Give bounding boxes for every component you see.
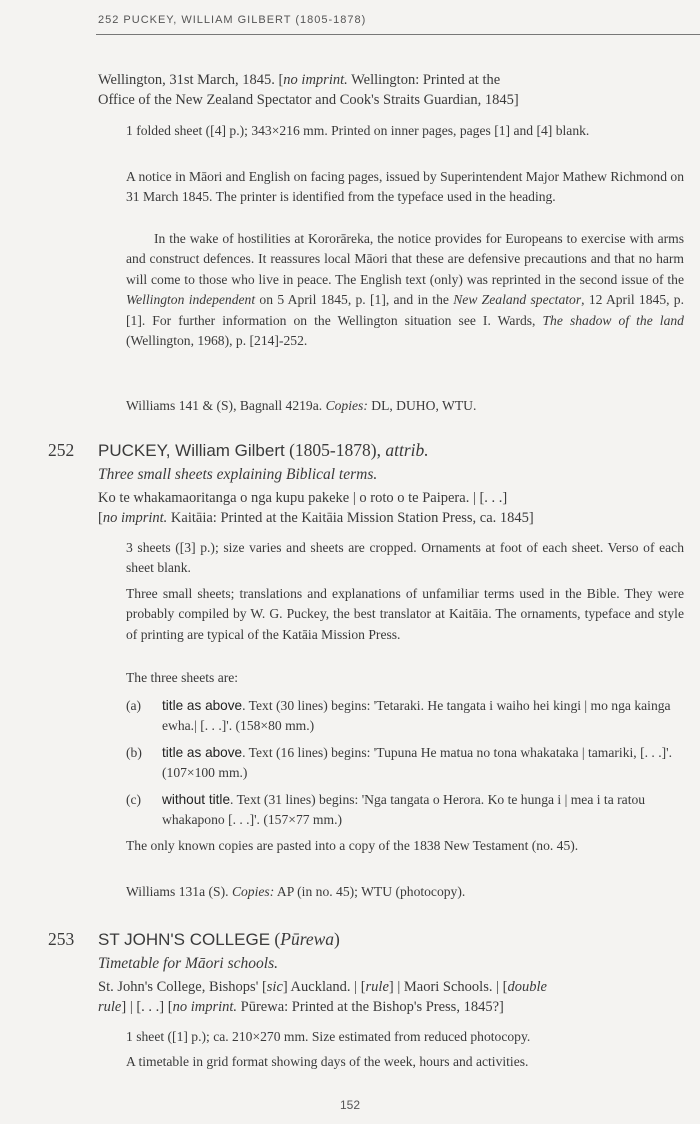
entry-number: 253 [48, 929, 75, 949]
prev-entry-note-1: A notice in Māori and English on facing pages, issued by Superintendent Major Mathew Richmond on 31 March 1845. The printer is identified from the typeface used in the heading. [126, 169, 685, 205]
entry-collation: 1 sheet ([1] p.); ca. 210×270 mm. Size estimated from reduced photocopy. [126, 1029, 531, 1044]
entry-transcribed-title: Ko te whakamaoritanga o nga kupu pakeke | o roto o te Paipera. | [. . .] [no imprint. Kaitāia: Printed at the Kaitāia Mission Station Press, ca. 1845] [98, 490, 534, 526]
prev-entry-collation: 1 folded sheet ([4] p.); 343×216 mm. Printed on inner pages, pages [1] and [4] blank. [126, 123, 590, 138]
prev-entry-title: Wellington, 31st March, 1845. [no imprint. Wellington: Printed at the Office of the New Zealand Spectator and Cook's Straits Guardian, 1845] [98, 72, 519, 108]
entry-supplied-title: Three small sheets explaining Biblical terms. [98, 466, 378, 483]
sheet-description: title as above. Text (16 lines) begins: 'Tupuna He matua no tona whakataka | tamariki, [. . .]'. (107×100 mm.) [162, 745, 672, 781]
sheet-label: (c) [126, 792, 142, 807]
prev-entry-references: Williams 141 & (S), Bagnall 4219a. Copies: DL, DUHO, WTU. [126, 398, 477, 413]
sheet-description: title as above. Text (30 lines) begins: 'Tetaraki. He tangata i waiho hei kingi | mo nga kainga ewha.| [. . .]'. (158×80 mm.) [162, 698, 671, 734]
entry-heading: ST JOHN'S COLLEGE (Pūrewa) [98, 929, 340, 949]
sheet-description: without title. Text (31 lines) begins: 'Nga tangata o Herora. Ko te hunga i | mea i ta ratou whakapono [. . .]'. (157×77 mm.) [162, 792, 646, 828]
entry-transcribed-title: St. John's College, Bishops' [sic] Auckland. | [rule] | Maori Schools. | [double rule] | [. . .] [no imprint. Pūrewa: Printed at the Bishop's Press, 1845?] [98, 979, 547, 1015]
running-head: 252 PUCKEY, WILLIAM GILBERT (1805-1878) [98, 14, 367, 26]
entry-note-1: A timetable in grid format showing days of the week, hours and activities. [126, 1054, 529, 1069]
header-rule [96, 34, 700, 35]
entry-heading: PUCKEY, William Gilbert (1805-1878), attrib. [98, 440, 429, 460]
entry-note-1: Three small sheets; translations and explanations of unfamiliar terms used in the Bible. They were probably compiled by W. G. Puckey, the best translator at Kaitāia. The ornaments, typeface and style of printing are typical of the Katāia Mission Press. [126, 586, 684, 642]
prev-entry-note-2: In the wake of hostilities at Kororāreka, the notice provides for Europeans to exercise with arms and construct defences. It reassures local Māori that these are defensive precautions and that no harm will come to those who live in peace. The English text (only) was reprinted in the second issue of the Wellington independent on 5 April 1845, p. [1], and in the New Zealand spectator, 12 April 1845, p. [1]. For further information on the Wellington situation see I. Wards, The shadow of the land (Wellington, 1968), p. [214]-252. [126, 231, 684, 349]
entry-collation: 3 sheets ([3] p.); size varies and sheets are cropped. Ornaments at foot of each sheet. Verso of each sheet blank. [126, 540, 684, 576]
entry-note-3: The only known copies are pasted into a copy of the 1838 New Testament (no. 45). [126, 838, 579, 853]
entry-note-2: The three sheets are: [126, 670, 239, 685]
entry-supplied-title: Timetable for Māori schools. [98, 955, 278, 972]
sheet-label: (b) [126, 745, 142, 760]
entry-number: 252 [48, 440, 75, 460]
sheet-label: (a) [126, 698, 142, 713]
page-number: 152 [339, 1098, 361, 1112]
entry-references: Williams 131a (S). Copies: AP (in no. 45); WTU (photocopy). [126, 884, 466, 899]
